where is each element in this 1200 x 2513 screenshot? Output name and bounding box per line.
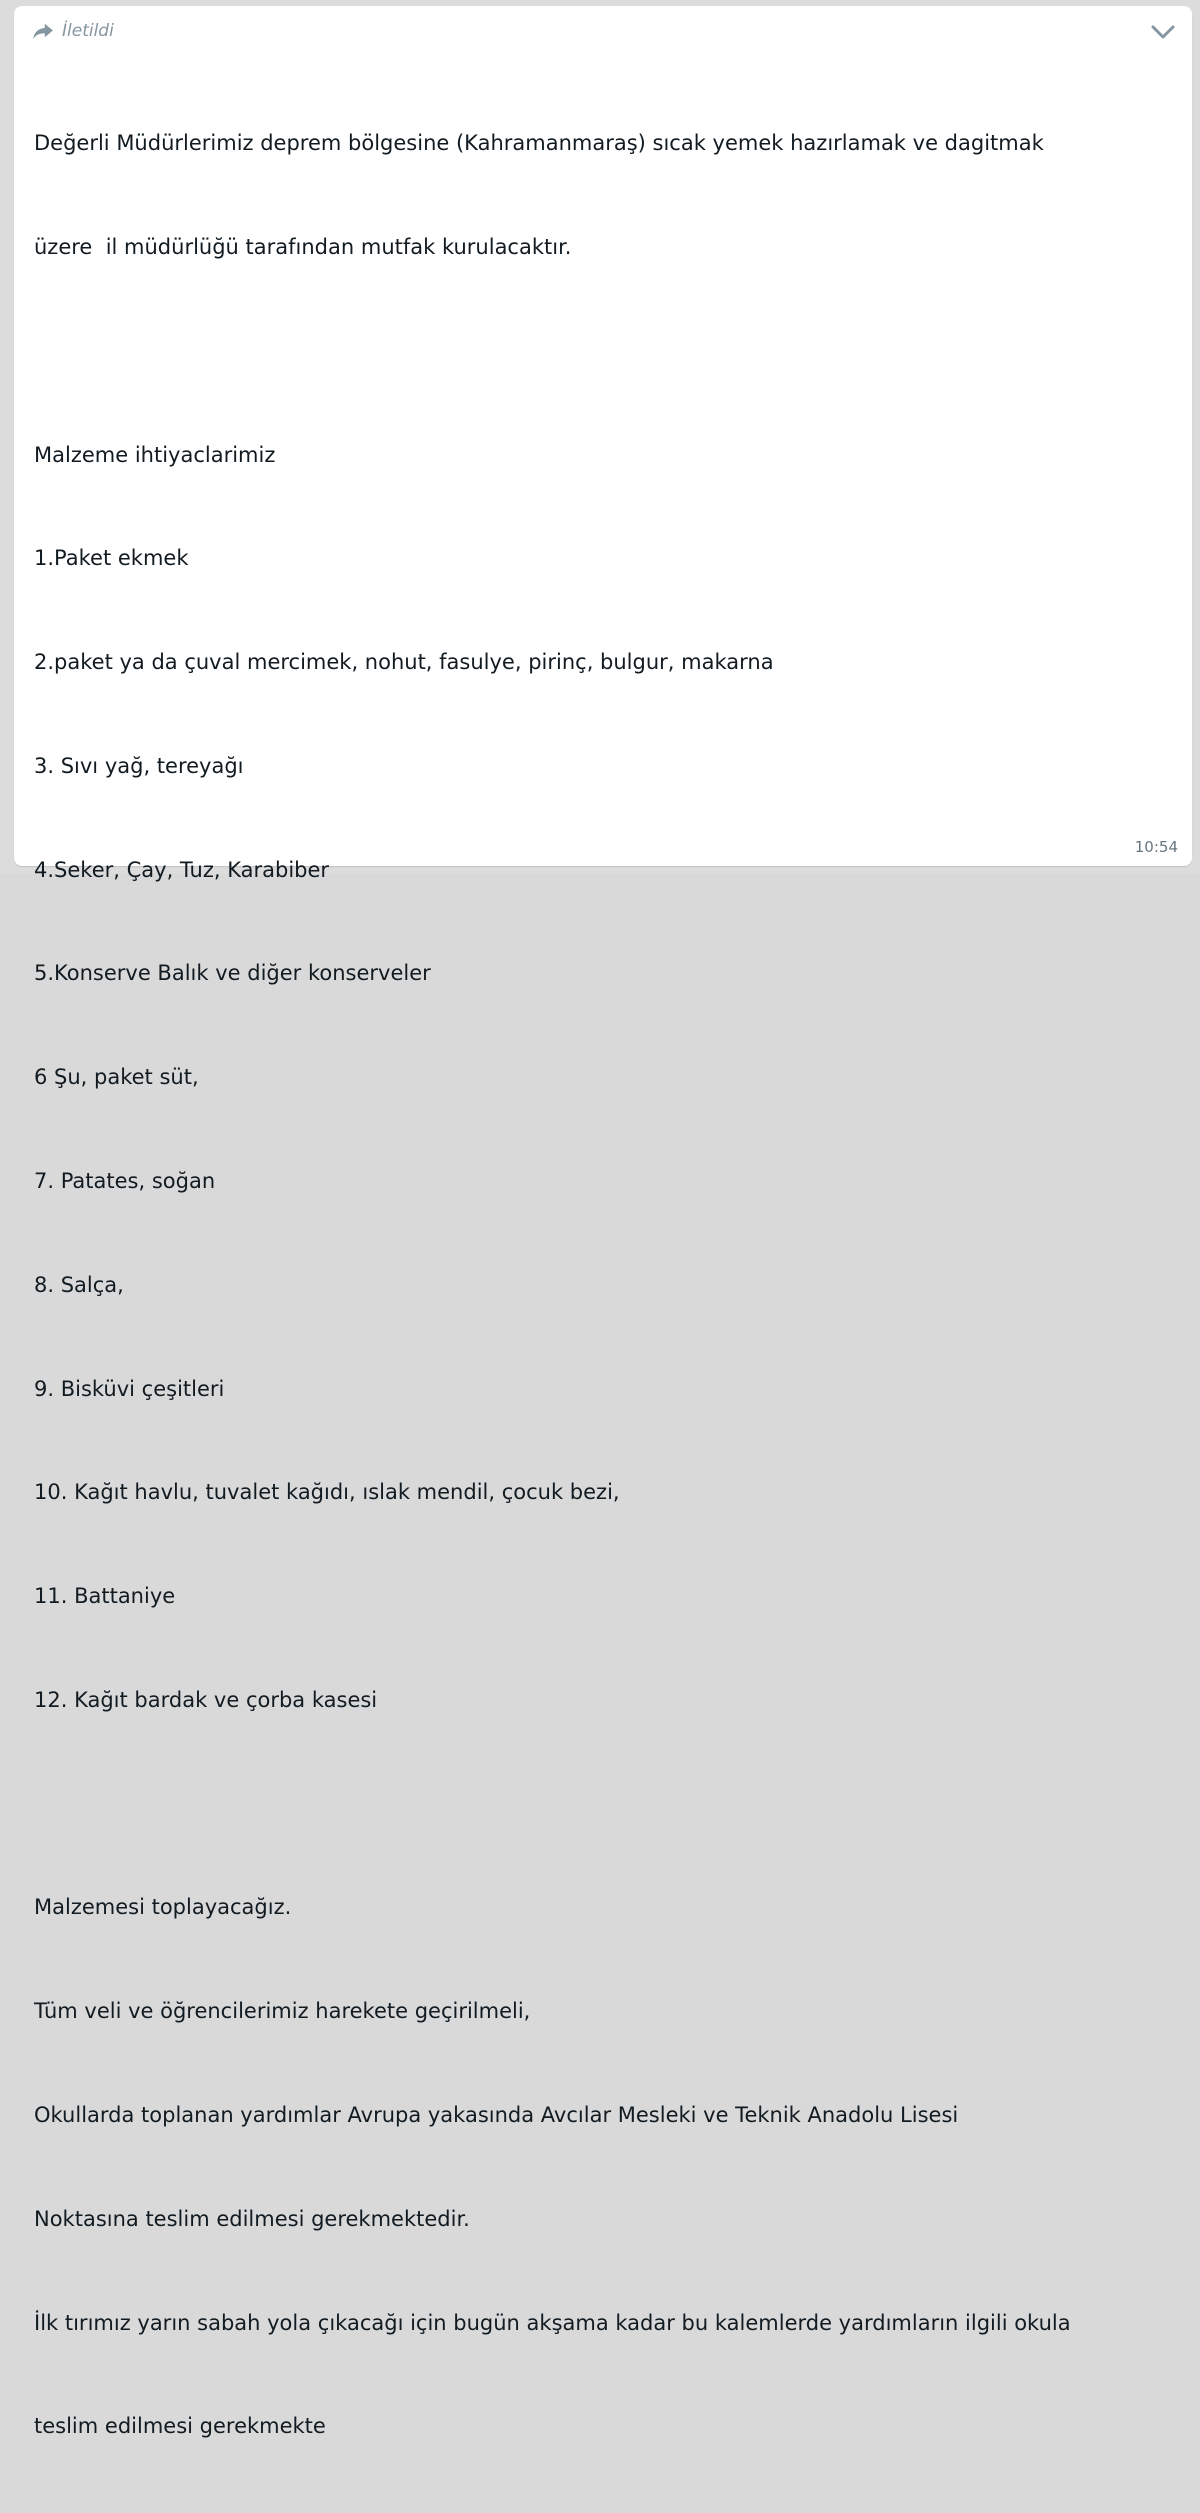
message-text	[34, 57, 1164, 2513]
message-line: Okullarda toplanan yardımlar Avrupa yakasında Avcılar Mesleki ve Teknik Anadolu Lisesi	[34, 2103, 959, 2128]
message-line: üzere il müdürlüğü tarafından mutfak kurulacaktır.	[34, 234, 572, 259]
message-line: 12. Kağıt bardak ve çorba kasesi	[34, 1687, 378, 1712]
message-line: 8. Salça,	[34, 1272, 124, 1297]
message-line: 2.paket ya da çuval mercimek, nohut, fasulye, pirinç, bulgur, makarna	[34, 650, 774, 675]
message-timestamp: 10:54	[1134, 838, 1178, 856]
message-bubble[interactable]	[14, 6, 1192, 2439]
message-line: Malzeme ihtiyaclarimiz	[34, 442, 276, 467]
message-line: 9. Bisküvi çeşitleri	[34, 1376, 225, 1401]
forwarded-indicator	[32, 20, 114, 42]
message-line: İlk tırımız yarın sabah yola çıkacağı için bugün akşama kadar bu kalemlerde yardımların ilgili okula	[34, 2310, 1071, 2335]
message-line	[34, 334, 1164, 369]
message-line: 7. Patates, soğan	[34, 1169, 216, 1193]
message-line: 11. Battaniye	[34, 1584, 176, 1609]
message-line: teslim edilmesi gerekmekte	[34, 2414, 326, 2439]
forward-arrow-icon	[32, 22, 54, 40]
message-line: 3. Sıvı yağ, tereyağı	[34, 753, 244, 778]
message-line: Değerli Müdürlerimiz deprem bölgesine (Kahramanmaraş) sıcak yemek hazırlamak ve dagitmak	[34, 131, 1044, 156]
message-line: 1.Paket ekmek	[34, 546, 189, 571]
message-line: 10. Kağıt havlu, tuvalet kağıdı, ıslak mendil, çocuk bezi,	[34, 1480, 620, 1505]
forwarded-label: İletildi	[62, 21, 114, 41]
message-line: 5.Konserve Balık ve diğer konserveler	[34, 961, 431, 986]
message-line: Tüm veli ve öğrencilerimiz harekete geçirilmeli,	[34, 1999, 531, 2024]
chevron-down-icon[interactable]	[1148, 20, 1178, 44]
message-line: 4.Seker, Çay, Tuz, Karabiber	[34, 857, 330, 882]
message-line: Noktasına teslim edilmesi gerekmektedir.	[34, 2206, 470, 2231]
message-line	[34, 1787, 1164, 1822]
message-line: Malzemesi toplayacağız.	[34, 1895, 292, 1920]
message-line: 6 Şu, paket süt,	[34, 1065, 199, 1090]
